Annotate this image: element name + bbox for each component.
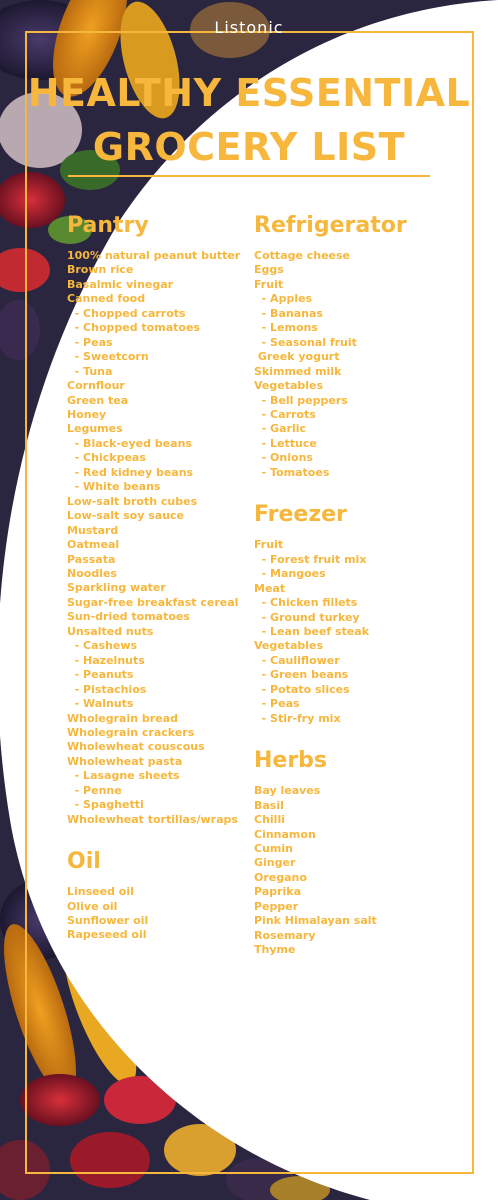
pantry-list-item: Low-salt soy sauce <box>67 509 185 523</box>
refrigerator-list <box>254 249 454 480</box>
pantry-list <box>67 249 247 827</box>
freezer-list-item: - Green beans <box>254 668 349 682</box>
herbs-list-item: Pink Himalayan salt <box>254 914 377 928</box>
pantry-list-item: - Chopped carrots <box>67 306 186 320</box>
pantry-list-item: - Peas <box>67 335 113 349</box>
freezer-list-item: Vegetables <box>254 639 324 653</box>
pantry-list-item: - Penne <box>67 783 122 797</box>
freezer-list-item: Fruit <box>254 538 284 552</box>
pantry-list-item: Cornflour <box>67 379 125 393</box>
pantry-list-item: - Red kidney beans <box>67 465 194 479</box>
refrigerator-list-item: - Seasonal fruit <box>254 335 357 349</box>
pantry-list-item: Unsalted nuts <box>67 624 154 638</box>
oil-list-item: Olive oil <box>67 899 118 913</box>
refrigerator-list-item: Cottage cheese <box>254 249 351 262</box>
herbs-list-item: Paprika <box>254 885 301 899</box>
pantry-list-item: Wholewheat pasta <box>67 754 183 768</box>
oil-list-item: Linseed oil <box>67 885 134 899</box>
herbs-list-item: Rosemary <box>254 928 316 942</box>
pantry-list-item: - Cashews <box>67 639 138 653</box>
refrigerator-list-item: - Carrots <box>254 407 316 421</box>
page-title-line-2: GROCERY LIST <box>92 125 406 169</box>
herbs-list-item: Basil <box>254 798 284 812</box>
pantry-list-item: - Chickpeas <box>67 451 146 465</box>
pantry-list-item: - Spaghetti <box>67 798 144 812</box>
pantry-list-item: Brown rice <box>67 263 134 277</box>
freezer-list <box>254 538 454 726</box>
section-spacer <box>67 827 247 848</box>
pantry-list-item: - Lasagne sheets <box>67 769 180 783</box>
pantry-list-item: Sparkling water <box>67 581 166 595</box>
pantry-list-item: Noodles <box>67 566 117 580</box>
refrigerator-list-item: - Lettuce <box>254 436 317 450</box>
refrigerator-heading: Refrigerator <box>254 213 407 238</box>
refrigerator-list-item: - Onions <box>254 451 313 465</box>
pantry-list-item: Legumes <box>67 422 123 436</box>
herbs-list-item: Thyme <box>254 943 296 957</box>
brand-name: Listonic <box>214 18 284 37</box>
herbs-list <box>254 784 454 957</box>
herbs-list-item: Oregano <box>254 870 307 884</box>
pantry-list-item: - White beans <box>67 480 161 494</box>
pantry-list-item: Honey <box>67 407 107 421</box>
pantry-list-item: Passata <box>67 552 116 566</box>
pantry-list-item: Oatmeal <box>67 538 120 552</box>
pantry-list-item: Canned food <box>67 292 146 306</box>
herbs-list-item: Cinnamon <box>254 827 316 841</box>
freezer-list-item: - Peas <box>254 697 300 711</box>
oil-list-item: Sunflower oil <box>67 914 149 928</box>
refrigerator-list-item: Eggs <box>254 263 284 277</box>
pantry-list-item: Wholegrain crackers <box>67 725 195 739</box>
freezer-list-item: - Ground turkey <box>254 610 360 624</box>
brand-logo <box>0 18 498 37</box>
pantry-list-item: Wholegrain bread <box>67 711 178 725</box>
section-spacer <box>254 726 454 747</box>
pantry-list-item: - Walnuts <box>67 697 134 711</box>
pantry-list-item: - Black-eyed beans <box>67 436 192 450</box>
pantry-list-item: Sugar-free breakfast cereal <box>67 595 239 609</box>
pantry-list-item: Basalmic vinegar <box>67 277 174 291</box>
freezer-list-item: - Mangoes <box>254 567 326 581</box>
herbs-list-item: Ginger <box>254 856 296 870</box>
refrigerator-list-item: - Bananas <box>254 306 323 320</box>
herbs-list-item: Cumin <box>254 841 293 855</box>
pantry-list-item: - Chopped tomatoes <box>67 321 200 335</box>
freezer-heading: Freezer <box>254 502 347 528</box>
right-column <box>254 212 454 958</box>
refrigerator-list-item: - Lemons <box>254 321 318 335</box>
pantry-list-item: - Sweetcorn <box>67 350 149 364</box>
freezer-list-item: - Stir-fry mix <box>254 711 341 725</box>
pantry-list-item: 100% natural peanut butter <box>67 249 241 262</box>
pantry-list-item: Mustard <box>67 523 119 537</box>
pantry-list-item: - Tuna <box>67 364 113 378</box>
pantry-list-item: Sun-dried tomatoes <box>67 610 190 624</box>
freezer-list-item: - Chicken fillets <box>254 596 358 610</box>
herbs-list-item: Pepper <box>254 899 299 913</box>
refrigerator-list-item: - Bell peppers <box>254 393 348 407</box>
left-column <box>67 212 247 943</box>
oil-heading: Oil <box>67 849 101 875</box>
refrigerator-list-item: Fruit <box>254 277 284 291</box>
herbs-heading: Herbs <box>254 748 328 774</box>
refrigerator-list-item: Vegetables <box>254 379 324 393</box>
freezer-list-item: - Lean beef steak <box>254 624 370 638</box>
pantry-list-item: Wholewheat tortillas/wraps <box>67 812 238 826</box>
oil-list-item: Rapeseed oil <box>67 928 147 942</box>
title-underline <box>68 175 430 177</box>
herbs-list-item: Chilli <box>254 813 285 827</box>
pantry-heading: Pantry <box>67 213 149 238</box>
pantry-list-item: - Pistachios <box>67 682 147 696</box>
oil-list <box>67 885 247 943</box>
pantry-list-item: Wholewheat couscous <box>67 740 205 754</box>
page-title-line-1: HEALTHY ESSENTIAL <box>27 71 471 115</box>
freezer-list-item: - Forest fruit mix <box>254 552 367 566</box>
refrigerator-list-item: Skimmed milk <box>254 364 342 378</box>
freezer-list-item: Meat <box>254 581 286 595</box>
freezer-list-item: - Potato slices <box>254 682 350 696</box>
section-spacer <box>254 480 454 501</box>
refrigerator-list-item: - Apples <box>254 292 313 306</box>
refrigerator-list-item: - Garlic <box>254 422 306 436</box>
pantry-list-item: Low-salt broth cubes <box>67 494 198 508</box>
pantry-list-item: - Hazelnuts <box>67 653 145 667</box>
freezer-list-item: - Cauliflower <box>254 653 340 667</box>
refrigerator-list-item: - Tomatoes <box>254 465 330 479</box>
herbs-list-item: Bay leaves <box>254 784 321 798</box>
refrigerator-list-item: Greek yogurt <box>254 350 340 364</box>
pantry-list-item: Green tea <box>67 393 129 407</box>
pantry-list-item: - Peanuts <box>67 668 134 682</box>
